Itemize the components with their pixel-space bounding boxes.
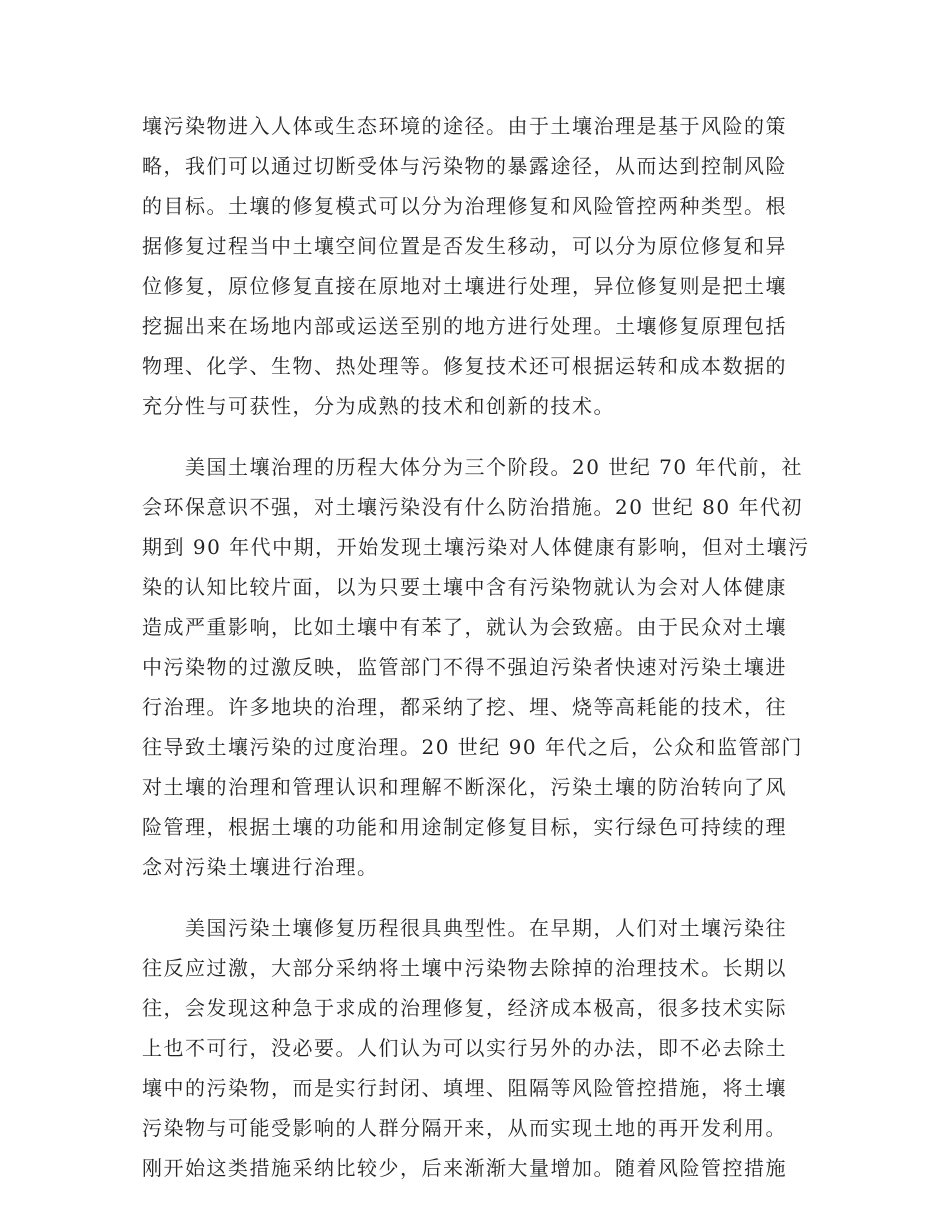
text-line: 充分性与可获性，分为成熟的技术和创新的技术。 — [142, 394, 615, 418]
document-body — [142, 106, 812, 1188]
text-line: 染的认知比较片面，以为只要土壤中含有污染物就认为会对人体健康 — [142, 575, 787, 599]
text-line: 行治理。许多地块的治理，都采纳了挖、埋、烧等高耗能的技术，往 — [142, 695, 787, 719]
text-line: 污染物与可能受影响的人群分隔开来，从而实现土地的再开发利用。 — [142, 1116, 787, 1140]
text-line: 会环保意识不强，对土壤污染没有什么防治措施。20 世纪 80 年代初 — [142, 495, 803, 519]
text-line: 中污染物的过激反映，监管部门不得不强迫污染者快速对污染土壤进 — [142, 655, 787, 679]
text-line: 美国污染土壤修复历程很具典型性。在早期，人们对土壤污染往 — [142, 916, 787, 940]
text-line: 位修复，原位修复直接在原地对土壤进行处理，异位修复则是把土壤 — [142, 274, 787, 298]
text-line: 往导致土壤污染的过度治理。20 世纪 90 年代之后，公众和监管部门 — [142, 735, 803, 759]
text-line: 壤污染物进入人体或生态环境的途径。由于土壤治理是基于风险的策 — [142, 114, 787, 138]
text-line: 美国土壤治理的历程大体分为三个阶段。20 世纪 70 年代前，社 — [142, 455, 803, 479]
text-line: 略，我们可以通过切断受体与污染物的暴露途径，从而达到控制风险 — [142, 154, 787, 178]
text-line: 物理、化学、生物、热处理等。修复技术还可根据运转和成本数据的 — [142, 354, 787, 378]
text-line: 对土壤的治理和管理认识和理解不断深化，污染土壤的防治转向了风 — [142, 775, 787, 799]
text-line: 险管理，根据土壤的功能和用途制定修复目标，实行绿色可持续的理 — [142, 815, 787, 839]
text-line: 往反应过激，大部分采纳将土壤中污染物去除掉的治理技术。长期以 — [142, 956, 787, 980]
text-line: 挖掘出来在场地内部或运送至别的地方进行处理。土壤修复原理包括 — [142, 314, 787, 338]
paragraph-3 — [142, 908, 812, 1188]
text-line: 壤中的污染物，而是实行封闭、填埋、阻隔等风险管控措施，将土壤 — [142, 1076, 787, 1100]
text-line: 往，会发现这种急于求成的治理修复，经济成本极高，很多技术实际 — [142, 996, 787, 1020]
text-line: 据修复过程当中土壤空间位置是否发生移动，可以分为原位修复和异 — [142, 234, 787, 258]
text-line: 刚开始这类措施采纳比较少，后来渐渐大量增加。随着风险管控措施 — [142, 1156, 787, 1180]
paragraph-2 — [142, 447, 812, 887]
text-line: 的目标。土壤的修复模式可以分为治理修复和风险管控两种类型。根 — [142, 194, 787, 218]
text-line: 上也不可行，没必要。人们认为可以实行另外的办法，即不必去除土 — [142, 1036, 787, 1060]
text-line: 念对污染土壤进行治理。 — [142, 855, 379, 879]
paragraph-1 — [142, 106, 812, 426]
text-line: 期到 90 年代中期，开始发现土壤污染对人体健康有影响，但对土壤污 — [142, 535, 810, 559]
text-line: 造成严重影响，比如土壤中有苯了，就认为会致癌。由于民众对土壤 — [142, 615, 787, 639]
